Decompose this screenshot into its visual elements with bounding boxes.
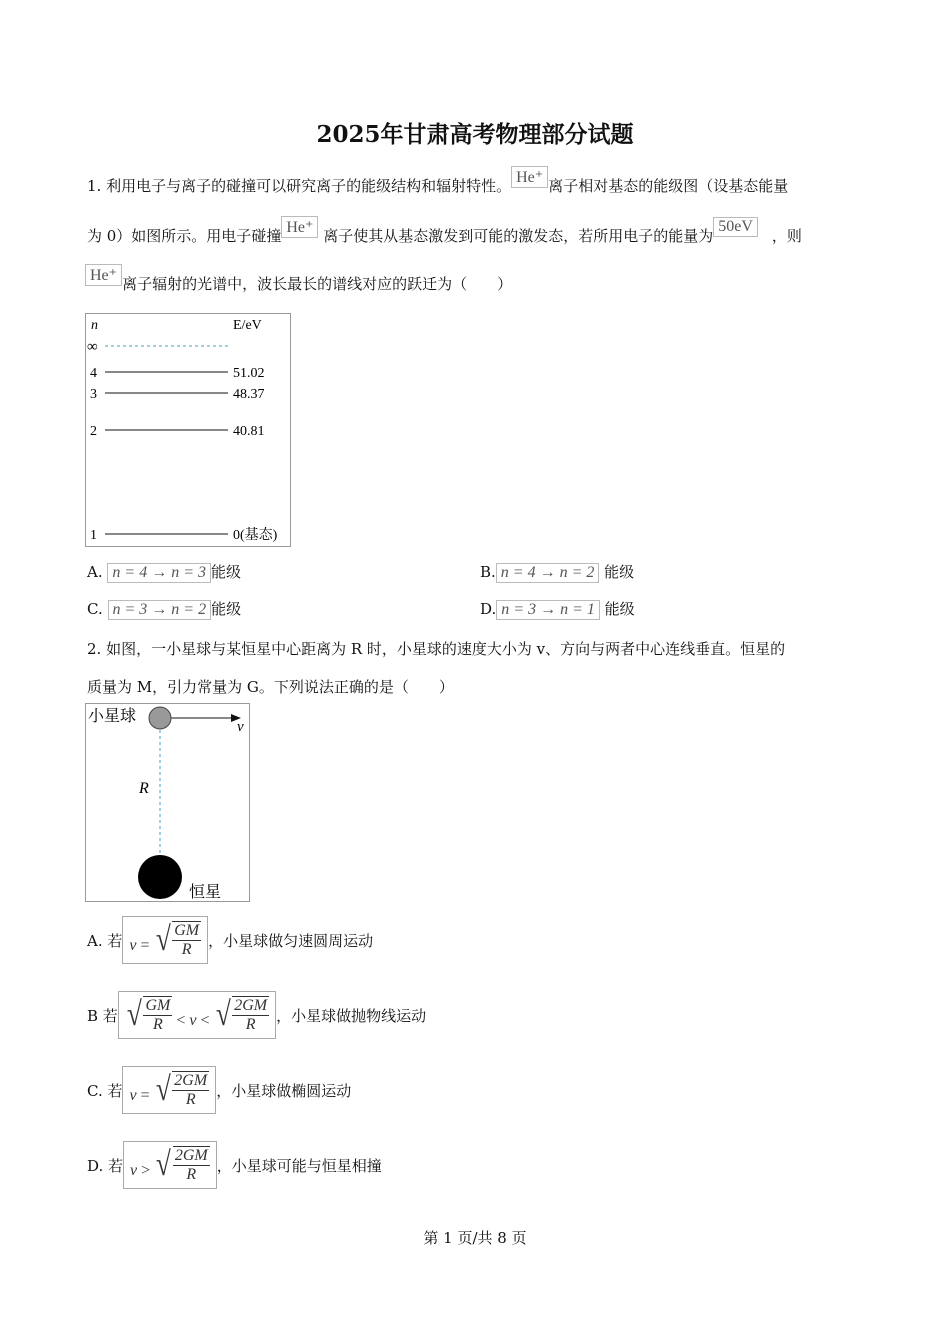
page-footer: 第 1 页/共 8 页 xyxy=(423,1229,527,1247)
svg-text:40.81: 40.81 xyxy=(233,424,265,439)
svg-text:48.37: 48.37 xyxy=(233,387,265,402)
q2-option-b[interactable]: B 若 √ $\frac{GM}{R}$ < v < √ $\frac{2GM}{R}$ ，小星球做抛物线运动 xyxy=(87,985,426,1045)
level-inf-label: ∞ xyxy=(87,339,98,355)
star-label: 恒星 xyxy=(189,884,222,901)
q1-option-b[interactable]: B. n = 4 → n = 2 能级 xyxy=(480,563,635,581)
svg-text:1: 1 xyxy=(90,528,97,543)
ion-formula: He⁺ xyxy=(85,264,122,286)
q1-line3 xyxy=(85,267,513,296)
planet-circle xyxy=(149,707,171,729)
svg-text:51.02: 51.02 xyxy=(233,366,265,381)
q1-text: 离子使其从基态激发到可能的激发态，若所用电子的能量为 xyxy=(318,227,714,245)
q1-text: 离子相对基态的能级图（设基态能量 xyxy=(548,177,789,195)
star-circle xyxy=(138,855,182,899)
energy-axis-label: E/eV xyxy=(233,318,262,333)
q1-option-d[interactable]: D. n = 3 → n = 1 能级 xyxy=(480,600,635,618)
svg-text:0(基态): 0(基态) xyxy=(233,528,278,543)
q1-text: 离子辐射的光谱中，波长最长的谱线对应的跃迁为（ ） xyxy=(122,275,513,293)
q1-option-c[interactable]: C. n = 3 → n = 2 能级 xyxy=(87,600,242,618)
q1-line1 xyxy=(87,169,789,198)
q1-line2 xyxy=(87,218,802,248)
ion-formula: He⁺ xyxy=(511,166,548,188)
n-axis-label: n xyxy=(91,318,98,333)
q1-text: 1. 利用电子与离子的碰撞可以研究离子的能级结构和辐射特性。 xyxy=(87,177,512,195)
energy-level-diagram xyxy=(85,313,291,548)
q2-option-c[interactable]: C. 若 v = √ $\frac{2GM}{R}$ ，小星球做椭圆运动 xyxy=(87,1060,351,1120)
q2-option-d[interactable]: D. 若 v > √ $\frac{2GM}{R}$ ，小星球可能与恒星相撞 xyxy=(87,1135,382,1195)
ion-formula: He⁺ xyxy=(281,216,318,238)
page-title: 2025年甘肃高考物理部分试题 xyxy=(316,121,634,148)
svg-text:3: 3 xyxy=(90,387,97,402)
svg-text:2: 2 xyxy=(90,424,97,439)
planet-label: 小星球 xyxy=(88,708,137,725)
q1-text: 为 0）如图所示。用电子碰撞 xyxy=(87,227,282,245)
q1-option-a[interactable]: A. n = 4 → n = 3 能级 xyxy=(87,563,241,581)
svg-text:4: 4 xyxy=(90,366,97,381)
q2-line2: 质量为 M，引力常量为 G。下列说法正确的是（ ） xyxy=(87,678,454,696)
energy-formula: 50eV xyxy=(713,217,758,237)
radius-label: R xyxy=(139,780,149,797)
q1-text: ，则 xyxy=(771,227,802,245)
q2-option-a[interactable]: A. 若 v = √ $\frac{GM}{R}$ ，小星球做匀速圆周运动 xyxy=(87,910,373,970)
q2-line1: 2. 如图，一小星球与某恒星中心距离为 R 时，小星球的速度大小为 v、方向与两者中心连线垂直。恒星的 xyxy=(87,640,786,658)
velocity-label: v xyxy=(237,719,244,735)
orbit-diagram xyxy=(85,703,250,903)
